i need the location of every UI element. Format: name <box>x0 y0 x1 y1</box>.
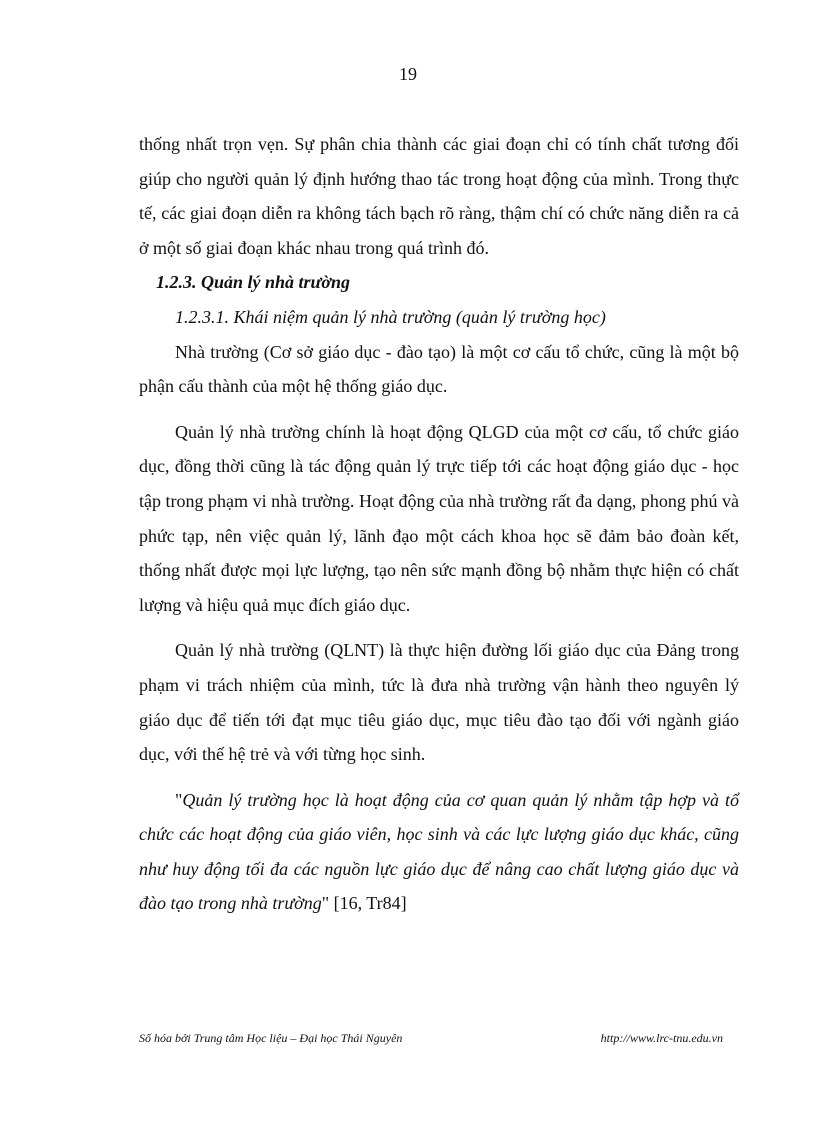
quote-citation: " [16, Tr84] <box>321 893 407 914</box>
page-footer <box>139 1031 723 1046</box>
main-content <box>139 127 739 921</box>
footer-url: http://www.lrc-tnu.edu.vn <box>600 1031 723 1045</box>
paragraph-school-definition: Nhà trường (Cơ sở giáo dục - đào tạo) là một cơ cấu tổ chức, cũng là một bộ phận cấu thành của một hệ thống giáo dục. <box>139 341 739 397</box>
paragraph-school-management: Quản lý nhà trường chính là hoạt động QLGD của một cơ cấu, tổ chức giáo dục, đồng thời cũng là tác động quản lý trực tiếp tới các hoạt động giáo dục - học tập trong phạm vi nhà trường. Hoạt động của nhà trường rất đa dạng, phong phú và phức tạp, nên việc quản lý, lãnh đạo một cách khoa học sẽ đảm bảo đoàn kết, thống nhất được mọi lực lượng, tạo nên sức mạnh đồng bộ nhằm thực hiện có chất lượng và hiệu quả mục đích giáo dục. <box>139 421 739 615</box>
quote-text: Quản lý trường học là hoạt động của cơ quan quản lý nhằm tập hợp và tổ chức các hoạt động của giáo viên, học sinh và các lực lượng giáo dục khác, cũng như huy động tối đa các nguồn lực giáo dục để nâng cao chất lượng giáo dục và đào tạo trong nhà trường <box>139 789 739 914</box>
quote-open-mark: " <box>175 789 183 810</box>
footer-source: Số hóa bởi Trung tâm Học liệu – Đại học Thái Nguyên <box>139 1031 403 1045</box>
paragraph-quote <box>139 783 739 921</box>
section-heading: 1.2.3. Quản lý nhà trường <box>156 272 350 293</box>
page-number: 19 <box>399 64 417 84</box>
subsection-heading: 1.2.3.1. Khái niệm quản lý nhà trường (quản lý trường học) <box>175 306 606 327</box>
paragraph-qlnt: Quản lý nhà trường (QLNT) là thực hiện đường lối giáo dục của Đảng trong phạm vi trách nhiệm của mình, tức là đưa nhà trường vận hành theo nguyên lý giáo dục để tiến tới đạt mục tiêu giáo dục, mục tiêu đào tạo đối với ngành giáo dục, với thế hệ trẻ và với từng học sinh. <box>139 640 739 765</box>
paragraph-continuation: thống nhất trọn vẹn. Sự phân chia thành các giai đoạn chỉ có tính chất tương đối giúp cho người quản lý định hướng thao tác trong hoạt động của mình. Trong thực tế, các giai đoạn diễn ra không tách bạch rõ ràng, thậm chí có chức năng diễn ra cả ở một số giai đoạn khác nhau trong quá trình đó. <box>139 134 739 258</box>
